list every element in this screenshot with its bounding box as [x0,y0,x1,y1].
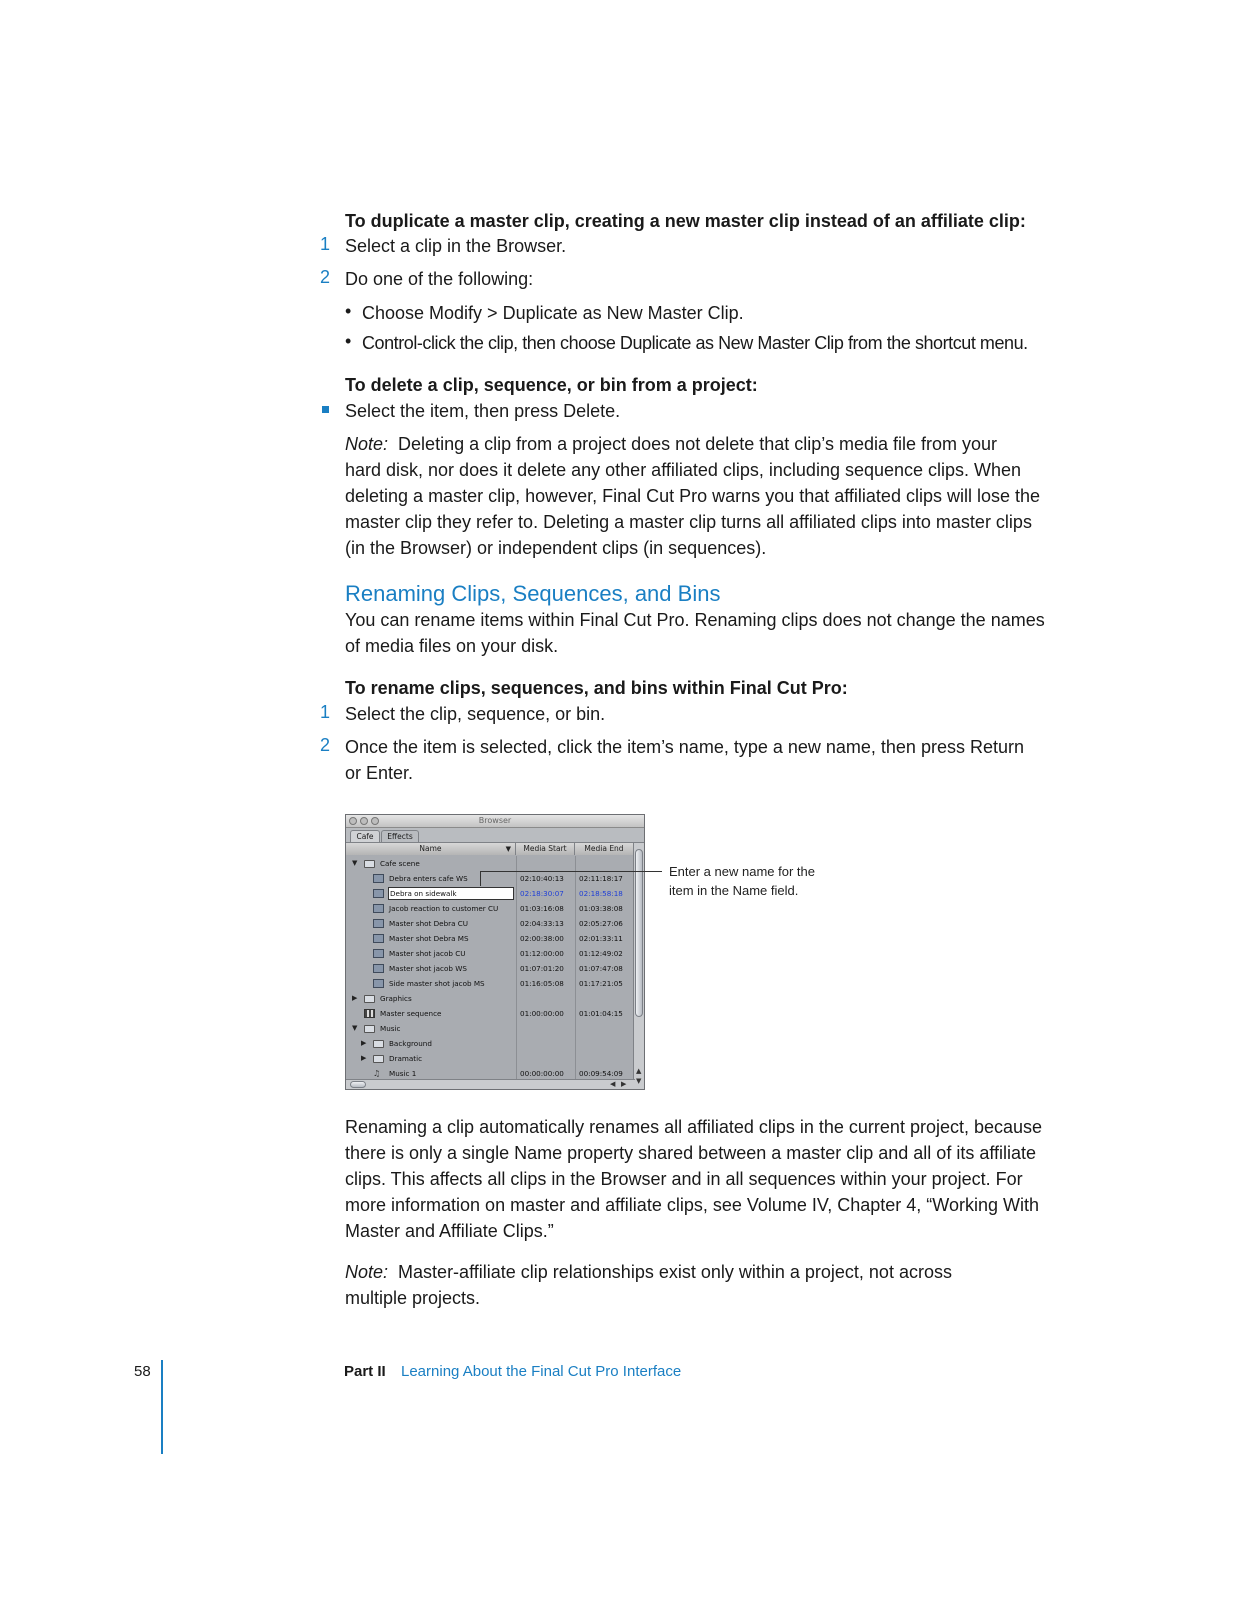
table-row [346,871,634,886]
delete-note [345,431,1055,561]
row-name: Side master shot jacob MS [389,979,485,988]
name-edit-field: Debra on sidewalk [388,887,514,900]
media-end-cell: 02:05:27:06 [579,919,623,928]
rename-step-2 [345,734,1045,786]
intro-line: You can rename items within Final Cut Pro. Renaming clips does not change the names [345,610,1045,630]
note-line: multiple projects. [345,1288,481,1308]
media-end-cell: 01:07:47:08 [579,964,623,973]
scroll-up-icon: ▲ [636,1067,642,1075]
rename-explanation [345,1114,1055,1244]
clip-icon [373,919,384,928]
step-number: 1 [319,234,330,254]
step-line: Once the item is selected, click the item’s name, type a new name, then press Return [345,737,1024,757]
tab-row [346,828,644,843]
note-line: deleting a master clip, however, Final Cut Pro warns you that affiliated clips will lose the [345,486,1041,506]
table-row [346,946,634,961]
media-end-cell: 01:17:21:05 [579,979,623,988]
column-header-media-start: Media Start [516,843,575,855]
row-name: Graphics [380,994,412,1003]
clip-icon [373,934,384,943]
square-bullet-icon [322,406,329,413]
note-label: Note: [345,1262,389,1282]
step-number: 2 [319,267,330,287]
step-line: or Enter. [345,763,414,783]
table-row [346,931,634,946]
sequence-icon [364,1009,375,1018]
media-start-cell: 01:12:00:00 [520,949,564,958]
media-start-cell: 02:10:40:13 [520,874,564,883]
table-row [346,991,634,1006]
bin-folder-icon [364,1025,375,1033]
table-row [346,886,634,901]
sort-triangle-icon: ▼ [505,845,511,853]
table-row [346,1036,634,1051]
clip-icon [373,979,384,988]
column-header-name [346,843,516,855]
disclosure-closed-icon: ▶ [361,1054,367,1062]
disclosure-open-icon: ▼ [352,1024,358,1032]
page-number: 58 [134,1363,151,1380]
duplicate-step-1: Select a clip in the Browser. [345,236,567,256]
delete-heading: To delete a clip, sequence, or bin from a project: [345,375,758,395]
table-row [346,1051,634,1066]
rename-note [345,1259,1055,1311]
clip-icon [373,889,384,898]
table-row [346,916,634,931]
media-start-cell: 00:00:00:00 [520,1069,564,1078]
section-title: Renaming Clips, Sequences, and Bins [345,581,721,606]
media-start-cell: 01:07:01:20 [520,964,564,973]
row-name: Master shot jacob CU [389,949,466,958]
media-start-cell: 01:00:00:00 [520,1009,564,1018]
scroll-down-icon: ▼ [636,1077,642,1085]
row-name: Master shot jacob WS [389,964,467,973]
body-line: Renaming a clip automatically renames all affiliated clips in the current project, because [345,1117,1043,1137]
media-end-cell: 02:01:33:11 [579,934,623,943]
column-header-label: Name [419,844,442,853]
disclosure-closed-icon: ▶ [361,1039,367,1047]
scroll-left-icon: ◀ [610,1080,616,1088]
footer-part: Part II [344,1363,386,1380]
clip-icon [373,904,384,913]
figure-callout [669,862,815,900]
callout-leader-line [480,871,662,872]
row-name: Cafe scene [380,859,420,868]
clip-icon [373,964,384,973]
body-line: Master and Affiliate Clips.” [345,1221,554,1241]
row-name: Master shot Debra MS [389,934,469,943]
note-label: Note: [345,434,389,454]
duplicate-option-2: Control-click the clip, then choose Duplicate as New Master Clip from the shortcut menu. [362,333,1028,353]
callout-line: item in the Name field. [669,883,799,898]
audio-clip-icon: ♫ [373,1069,381,1078]
media-start-cell: 02:00:38:00 [520,934,564,943]
bin-folder-icon [364,860,375,868]
note-line: hard disk, nor does it delete any other affiliated clips, including sequence clips. When [345,460,1022,480]
table-row [346,976,634,991]
note-line: Deleting a clip from a project does not delete that clip’s media file from your [398,434,998,454]
browser-window-figure [345,814,645,1090]
clip-icon [373,874,384,883]
table-row [346,1006,634,1021]
callout-line: Enter a new name for the [669,864,815,879]
bullet-icon: • [345,301,352,321]
row-name: Background [389,1039,432,1048]
media-start-cell: 02:18:30:07 [520,889,564,898]
row-name: Jacob reaction to customer CU [389,904,499,913]
disclosure-closed-icon: ▶ [352,994,358,1002]
row-name: Master shot Debra CU [389,919,469,928]
media-end-cell: 00:09:54:09 [579,1069,623,1078]
table-row [346,901,634,916]
row-name: Dramatic [389,1054,423,1063]
clip-icon [373,949,384,958]
callout-leader-line [480,871,481,886]
table-row [346,856,634,871]
media-start-cell: 01:03:16:08 [520,904,564,913]
rename-step-1: Select the clip, sequence, or bin. [345,704,606,724]
bullet-icon: • [345,331,352,351]
note-line: master clip they refer to. Deleting a master clip turns all affiliated clips into master clips [345,512,1032,532]
duplicate-step-2: Do one of the following: [345,269,534,289]
step-number: 1 [319,702,330,722]
tab-cafe: Cafe [350,830,380,842]
tab-effects: Effects [381,830,419,842]
table-row [346,1021,634,1036]
horizontal-scrollbar [346,1079,635,1089]
note-line: (in the Browser) or independent clips (in sequences). [345,538,767,558]
row-name: Debra enters cafe WS [389,874,468,883]
media-start-cell: 02:04:33:13 [520,919,564,928]
media-end-cell: 02:11:18:17 [579,874,623,883]
window-title: Browser [478,816,512,825]
media-end-cell: 01:12:49:02 [579,949,623,958]
bin-folder-icon [373,1055,384,1063]
scroll-right-icon: ▶ [621,1080,627,1088]
media-start-cell: 01:16:05:08 [520,979,564,988]
vertical-scrollbar [633,843,644,1089]
body-line: clips. This affects all clips in the Browser and in all sequences within your project. For [345,1169,1023,1189]
window-titlebar [346,815,644,828]
media-end-cell: 01:03:38:08 [579,904,623,913]
note-line: Master-affiliate clip relationships exist only within a project, not across [398,1262,952,1282]
browser-rows [346,856,634,1080]
row-name: Music 1 [389,1069,417,1078]
table-row [346,961,634,976]
body-line: there is only a single Name property shared between a master clip and all of its affiliate [345,1143,1037,1163]
bin-folder-icon [364,995,375,1003]
duplicate-heading: To duplicate a master clip, creating a new master clip instead of an affiliate clip: [345,211,1026,231]
row-name: Master sequence [380,1009,442,1018]
duplicate-option-1: Choose Modify > Duplicate as New Master Clip. [362,303,744,323]
disclosure-open-icon: ▼ [352,859,358,867]
footer-rule [161,1360,163,1454]
intro-line: of media files on your disk. [345,636,559,656]
row-name: Music [380,1024,401,1033]
footer-chapter-title: Learning About the Final Cut Pro Interface [401,1363,682,1380]
scroll-thumb [635,849,643,1017]
rename-heading: To rename clips, sequences, and bins within Final Cut Pro: [345,678,848,698]
column-header-media-end: Media End [575,843,634,855]
rename-intro [345,607,1055,659]
bin-folder-icon [373,1040,384,1048]
body-line: more information on master and affiliate clips, see Volume IV, Chapter 4, “Working With [345,1195,1039,1215]
media-end-cell: 02:18:58:18 [579,889,623,898]
delete-step: Select the item, then press Delete. [345,401,621,421]
step-number: 2 [319,735,330,755]
media-end-cell: 01:01:04:15 [579,1009,623,1018]
scroll-thumb [350,1081,366,1088]
